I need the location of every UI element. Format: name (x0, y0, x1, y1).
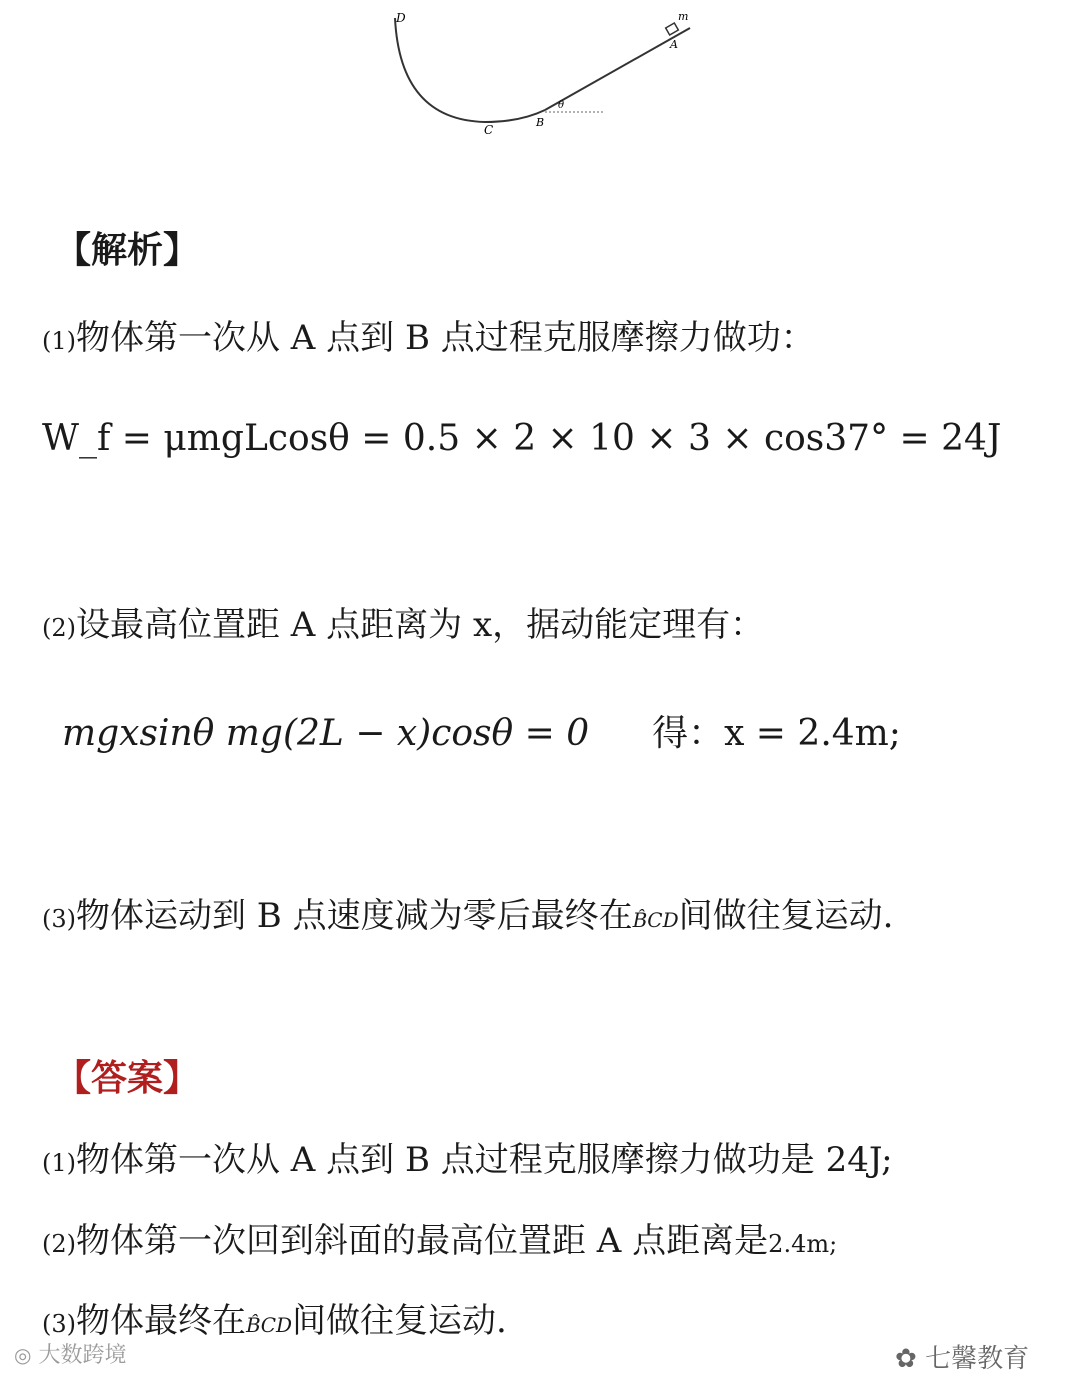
analysis-part1 (42, 310, 815, 359)
label-B: B (536, 116, 545, 129)
answer-heading: 【答案】 (55, 1057, 200, 1099)
formula2-equation: mgxsinθ mg(2L − x)cosθ = 0 (62, 713, 590, 754)
label-D: D (396, 11, 406, 25)
label-m: m (678, 10, 689, 23)
analysis-formula1: W_f = μmgLcosθ = 0.5 × 2 × 10 × 3 × cos37° = 24J (42, 418, 1002, 459)
wechat-icon: ✿ (895, 1344, 917, 1374)
watermark-left-text: 大数跨境 (38, 1343, 127, 1368)
answer2-value: 2.4m; (768, 1230, 838, 1258)
watermark-right-text: 七馨教育 (925, 1344, 1030, 1374)
watermark-right (895, 1338, 1029, 1375)
part3-text-b: 间做往复运动. (678, 896, 894, 936)
weibo-icon: ◎ (14, 1343, 32, 1367)
answer3-label: (3) (42, 1310, 76, 1338)
semicircle-track (395, 18, 545, 122)
part1-label: (1) (42, 327, 76, 355)
answer1-label: (1) (42, 1149, 76, 1177)
analysis-heading: 【解析】 (55, 229, 200, 271)
label-C: C (484, 123, 494, 137)
incline-track (545, 28, 690, 110)
formula2-result: 得：x = 2.4m; (652, 713, 901, 754)
part3-label: (3) (42, 905, 76, 933)
part2-text: 设最高位置距 A 点距离为 x，据动能定理有： (76, 605, 765, 645)
answer2-label: (2) (42, 1230, 76, 1258)
answer3-text-b: 间做往复运动. (292, 1301, 507, 1341)
analysis-part2 (42, 597, 764, 646)
answer-part3 (42, 1293, 507, 1342)
answer-part1 (42, 1132, 893, 1181)
label-A: A (670, 38, 678, 51)
analysis-formula2 (62, 705, 901, 756)
answer-part2 (42, 1213, 837, 1262)
analysis-part3 (42, 888, 893, 937)
answer1-text: 物体第一次从 A 点到 B 点过程克服摩擦力做功是 24J; (76, 1140, 893, 1180)
answer3-arc: B̂CD (246, 1313, 293, 1337)
track-diagram (380, 0, 710, 150)
part3-arc: B̂CD (632, 908, 679, 932)
label-theta: θ (558, 100, 565, 111)
answer2-text: 物体第一次回到斜面的最高位置距 A 点距离是 (76, 1221, 769, 1261)
watermark-left (14, 1338, 126, 1369)
part3-text-a: 物体运动到 B 点速度减为零后最终在 (76, 896, 633, 936)
part2-label: (2) (42, 614, 76, 642)
block-m (666, 23, 679, 35)
part1-text: 物体第一次从 A 点到 B 点过程克服摩擦力做功： (76, 318, 815, 358)
answer3-text-a: 物体最终在 (76, 1301, 246, 1341)
